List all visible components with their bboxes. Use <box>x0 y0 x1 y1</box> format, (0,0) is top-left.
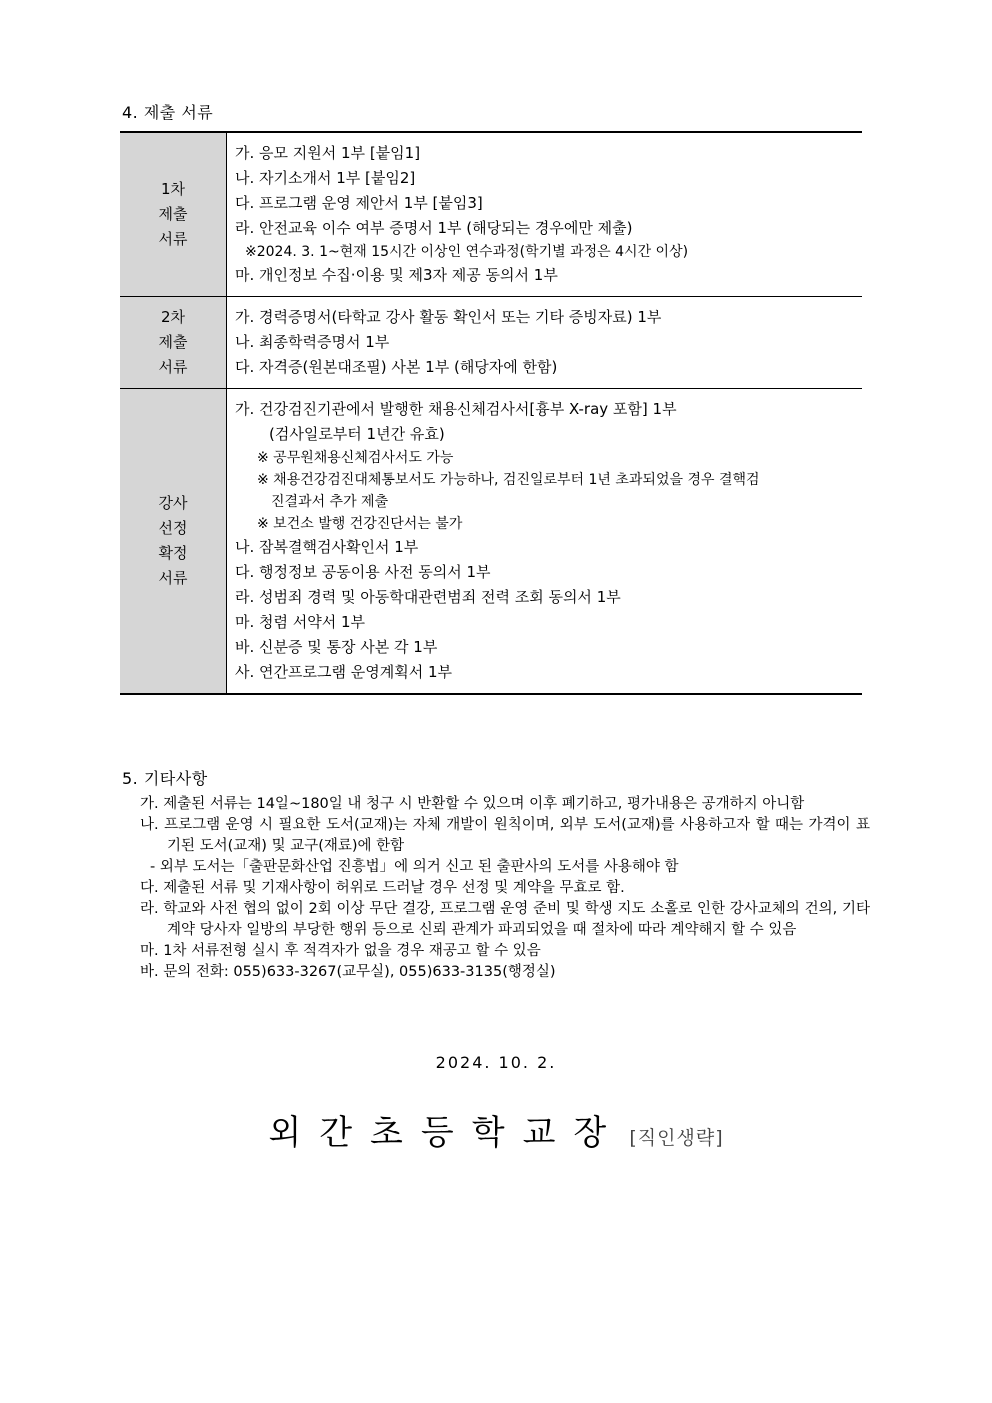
list-item: 바. 문의 전화: 055)633-3267(교무실), 055)633-3135(행정실) <box>140 964 556 980</box>
category-cell: 강사 선정 확정 서류 <box>120 389 227 695</box>
list-item: 라. 성범죄 경력 및 아동학대관련범죄 전력 조회 동의서 1부 <box>235 588 621 606</box>
list-item: 마. 개인정보 수집·이용 및 제3자 제공 동의서 1부 <box>235 266 558 284</box>
section5-title: 5. 기타사항 <box>122 769 208 788</box>
list-item: 사. 연간프로그램 운영계획서 1부 <box>235 663 452 681</box>
category-cell: 2차 제출 서류 <box>120 297 227 389</box>
principal-name: 외간초등학교장 <box>268 1113 625 1153</box>
list-item: 나. 자기소개서 1부 [붙임2] <box>235 169 416 187</box>
document-date: 2024. 10. 2. <box>435 1053 557 1072</box>
list-item: 나. 최종학력증명서 1부 <box>235 333 390 351</box>
list-item: 라. 안전교육 이수 여부 증명서 1부 (해당되는 경우에만 제출) <box>235 219 633 237</box>
table-row-first-round <box>120 132 862 297</box>
list-item: (검사일로부터 1년간 유효) <box>269 425 445 443</box>
table-row-second-round <box>120 297 862 389</box>
seal-omitted-label: [직인생략] <box>629 1127 724 1149</box>
list-item: 가. 응모 지원서 1부 [붙임1] <box>235 144 421 162</box>
list-note: ※ 채용건강검진대체통보서도 가능하나, 검진일로부터 1년 초과되었을 경우 결핵검 <box>257 472 760 488</box>
misc-list <box>140 794 870 983</box>
list-item: 다. 자격증(원본대조필) 사본 1부 (해당자에 한함) <box>235 358 558 376</box>
list-note: ※2024. 3. 1~현재 15시간 이상인 연수과정(학기별 과정은 4시간 이상) <box>245 244 689 260</box>
list-item: 다. 행정정보 공동이용 사전 동의서 1부 <box>235 563 491 581</box>
list-item: 바. 신분증 및 통장 사본 각 1부 <box>235 638 438 656</box>
list-item: 나. 프로그램 운영 시 필요한 도서(교재)는 자체 개발이 원칙이며, 외부 도서(교재)를 사용하고자 할 때는 가격이 표기된 도서(교재) 및 교구(재료)에 한함 <box>140 817 870 854</box>
list-note: ※ 보건소 발행 건강진단서는 불가 <box>257 516 463 532</box>
list-item: 다. 프로그램 운영 제안서 1부 [붙임3] <box>235 194 483 212</box>
category-cell: 1차 제출 서류 <box>120 132 227 297</box>
list-item: 라. 학교와 사전 협의 없이 2회 이상 무단 결강, 프로그램 운영 준비 및 학생 지도 소홀로 인한 강사교체의 건의, 기타 계약 당사자 일방의 부당한 행위 등으로 신뢰 관계가 파괴되었을 때 절차에 따라 계약해지 할 수 있음 <box>140 901 870 938</box>
list-item: 나. 잠복결핵검사확인서 1부 <box>235 538 419 556</box>
list-item: 가. 경력증명서(타학교 강사 활동 확인서 또는 기타 증빙자료) 1부 <box>235 308 662 326</box>
list-note: ※ 공무원채용신체검사서도 가능 <box>257 450 454 466</box>
list-item: 마. 청렴 서약서 1부 <box>235 613 366 631</box>
submission-documents-table <box>120 131 862 695</box>
table-row-instructor-confirmation <box>120 389 862 695</box>
section4-title: 4. 제출 서류 <box>122 103 214 122</box>
list-item: 다. 제출된 서류 및 기재사항이 허위로 드러날 경우 선정 및 계약을 무효로 함. <box>140 880 625 896</box>
list-subitem: - 외부 도서는「출판문화산업 진흥법」에 의거 신고 된 출판사의 도서를 사용해야 함 <box>150 859 679 875</box>
list-item: 가. 건강검진기관에서 발행한 채용신체검사서[흉부 X-ray 포함] 1부 <box>235 400 677 418</box>
list-item: 마. 1차 서류전형 실시 후 적격자가 없을 경우 재공고 할 수 있음 <box>140 943 541 959</box>
items-cell <box>227 389 863 695</box>
items-cell <box>227 132 863 297</box>
list-note: 진결과서 추가 제출 <box>271 494 389 510</box>
signature <box>0 1105 992 1154</box>
list-item: 가. 제출된 서류는 14일~180일 내 청구 시 반환할 수 있으며 이후 폐기하고, 평가내용은 공개하지 아니함 <box>140 796 805 812</box>
items-cell <box>227 297 863 389</box>
